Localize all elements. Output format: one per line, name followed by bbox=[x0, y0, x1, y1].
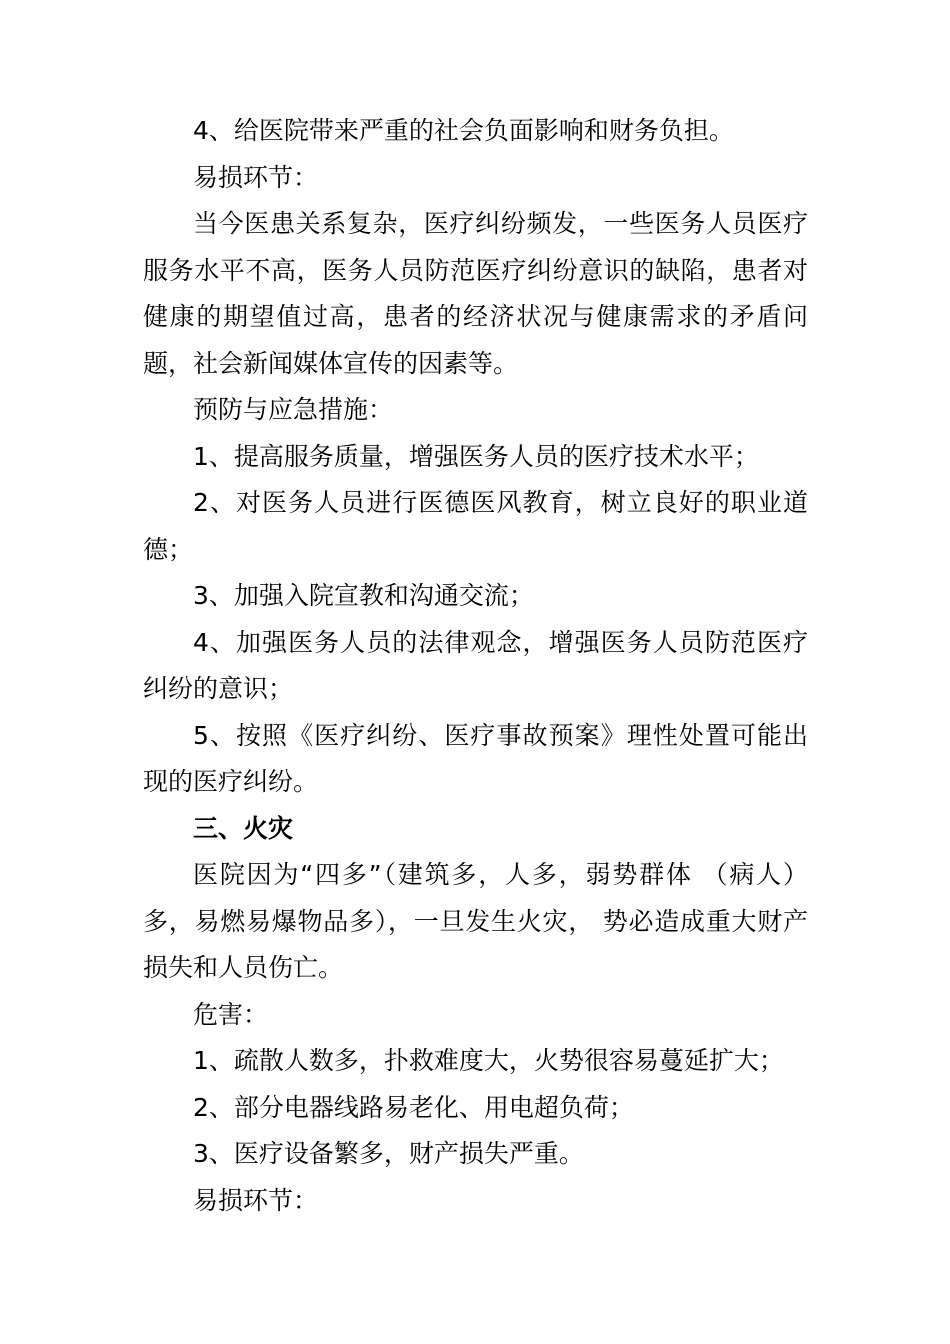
list-item-5: 5、按照《医疗纠纷、医疗事故预案》理性处置可能出现的医疗纠纷。 bbox=[143, 720, 808, 796]
hazard-item-2: 2、部分电器线路易老化、用电超负荷； bbox=[193, 1092, 634, 1122]
section-heading-fire: 三、火灾 bbox=[193, 813, 294, 843]
body-paragraph-vulnerable-links: 当今医患关系复杂，医疗纠纷频发，一些医务人员医疗服务水平不高，医务人员防范医疗纠纷意识的缺陷，患者对健康的期望值过高，患者的经济状况与健康需求的矛盾问题，社会新闻媒体宣传的因素等。 bbox=[143, 209, 808, 378]
list-item-4-consequence: 4、给医院带来严重的社会负面影响和财务负担。 bbox=[193, 116, 734, 145]
list-item-1: 1、提高服务质量，增强医务人员的医疗技术水平； bbox=[193, 441, 759, 471]
list-item-2: 2、对医务人员进行医德医风教育，树立良好的职业道德； bbox=[143, 488, 808, 564]
document-page bbox=[143, 108, 808, 1224]
hazard-item-1: 1、疏散人数多，扑救难度大，火势很容易蔓延扩大； bbox=[193, 1046, 784, 1075]
body-paragraph-fire: 医院因为“四多”（建筑多，人多，弱势群体 （病人）多，易燃易爆物品多），一旦发生火灾， 势必造成重大财产损失和人员伤亡。 bbox=[143, 860, 808, 982]
list-item-3: 3、加强入院宣教和沟通交流； bbox=[193, 581, 534, 610]
subheading-hazards: 危害： bbox=[193, 999, 269, 1029]
subheading-vulnerable-links-2: 易损环节： bbox=[193, 1185, 319, 1215]
subheading-vulnerable-links: 易损环节： bbox=[193, 162, 319, 192]
subheading-prevention-measures: 预防与应急措施： bbox=[193, 395, 394, 424]
list-item-4: 4、加强医务人员的法律观念，增强医务人员防范医疗纠纷的意识； bbox=[143, 627, 808, 703]
hazard-item-3: 3、医疗设备繁多，财产损失严重。 bbox=[193, 1139, 584, 1168]
